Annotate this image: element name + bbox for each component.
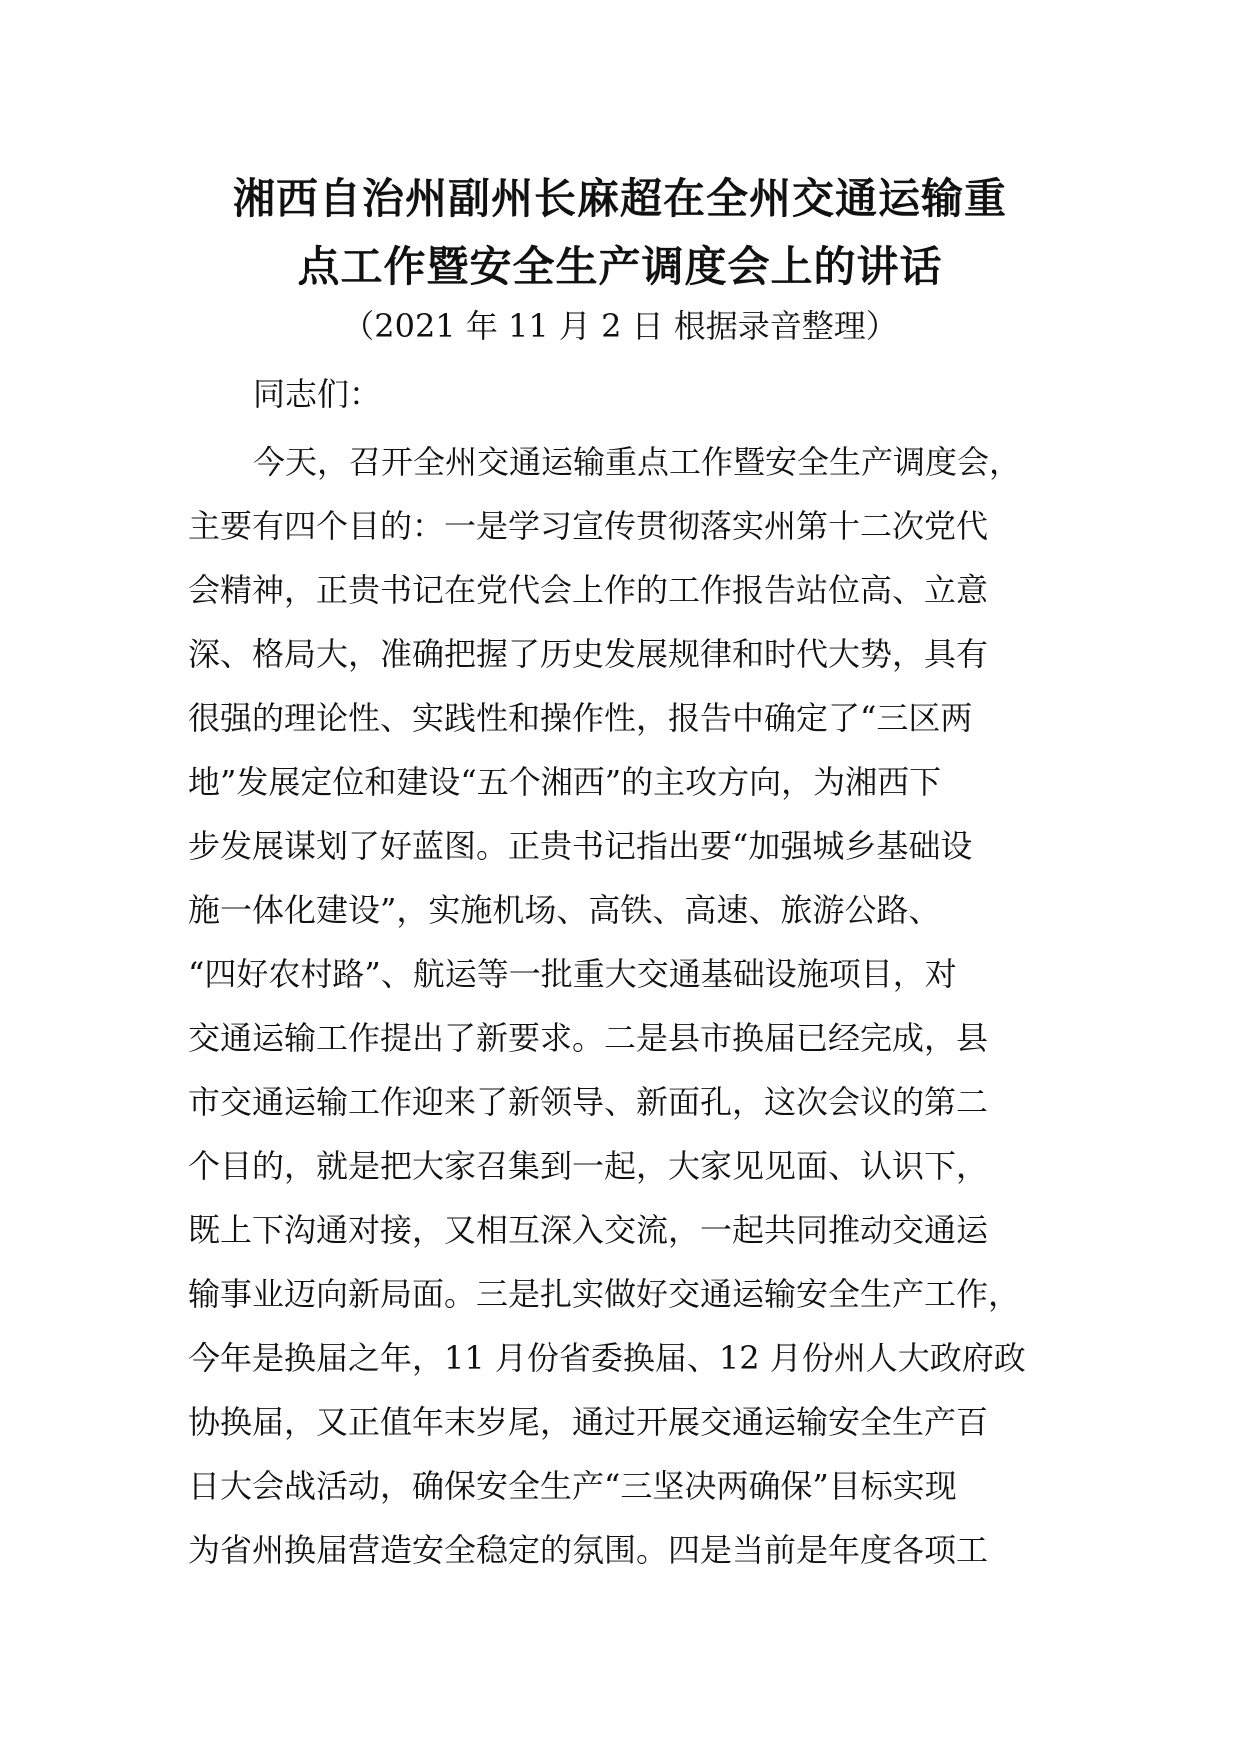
body-line: 步发展谋划了好蓝图。正贵书记指出要“加强城乡基础设 (188, 827, 973, 865)
body-line: 很强的理论性、实践性和操作性，报告中确定了“三区两 (188, 699, 973, 737)
body-line: 施一体化建设”，实施机场、高铁、高速、旅游公路、 (188, 891, 941, 929)
body-line: 今年是换届之年，11 月份省委换届、12 月份州人大政府政 (188, 1339, 1026, 1377)
body-line: 输事业迈向新局面。三是扎实做好交通运输安全生产工作， (188, 1275, 1021, 1313)
body-line: 日大会战活动，确保安全生产“三坚决两确保”目标实现 (188, 1467, 957, 1505)
body-line: 为省州换届营造安全稳定的氛围。四是当前是年度各项工 (188, 1531, 989, 1569)
body-line: 会精神，正贵书记在党代会上作的工作报告站位高、立意 (188, 571, 989, 609)
body-line: “四好农村路”、航运等一批重大交通基础设施项目，对 (188, 955, 957, 993)
body-line: 协换届，又正值年末岁尾，通过开展交通运输安全生产百 (188, 1403, 989, 1441)
document-title-line-1: 湘西自治州副州长麻超在全州交通运输重 (232, 174, 1007, 223)
body-line: 个目的，就是把大家召集到一起，大家见见面、认识下， (188, 1147, 989, 1185)
body-line: 主要有四个目的：一是学习宣传贯彻落实州第十二次党代 (188, 507, 989, 545)
body-line: 今天，召开全州交通运输重点工作暨安全生产调度会， (253, 443, 1022, 481)
greeting: 同志们： (253, 375, 382, 413)
body-line: 市交通运输工作迎来了新领导、新面孔，这次会议的第二 (188, 1083, 989, 1121)
body-line: 地”发展定位和建设“五个湘西”的主攻方向，为湘西下 (188, 763, 942, 801)
body-line: 既上下沟通对接，又相互深入交流，一起共同推动交通运 (188, 1211, 989, 1249)
body-line: 交通运输工作提出了新要求。二是县市换届已经完成，县 (188, 1019, 989, 1057)
document-title-line-2: 点工作暨安全生产调度会上的讲话 (297, 242, 943, 291)
body-line: 深、格局大，准确把握了历史发展规律和时代大势，具有 (188, 635, 989, 673)
document-subtitle: （2021 年 11 月 2 日 根据录音整理） (342, 307, 898, 345)
